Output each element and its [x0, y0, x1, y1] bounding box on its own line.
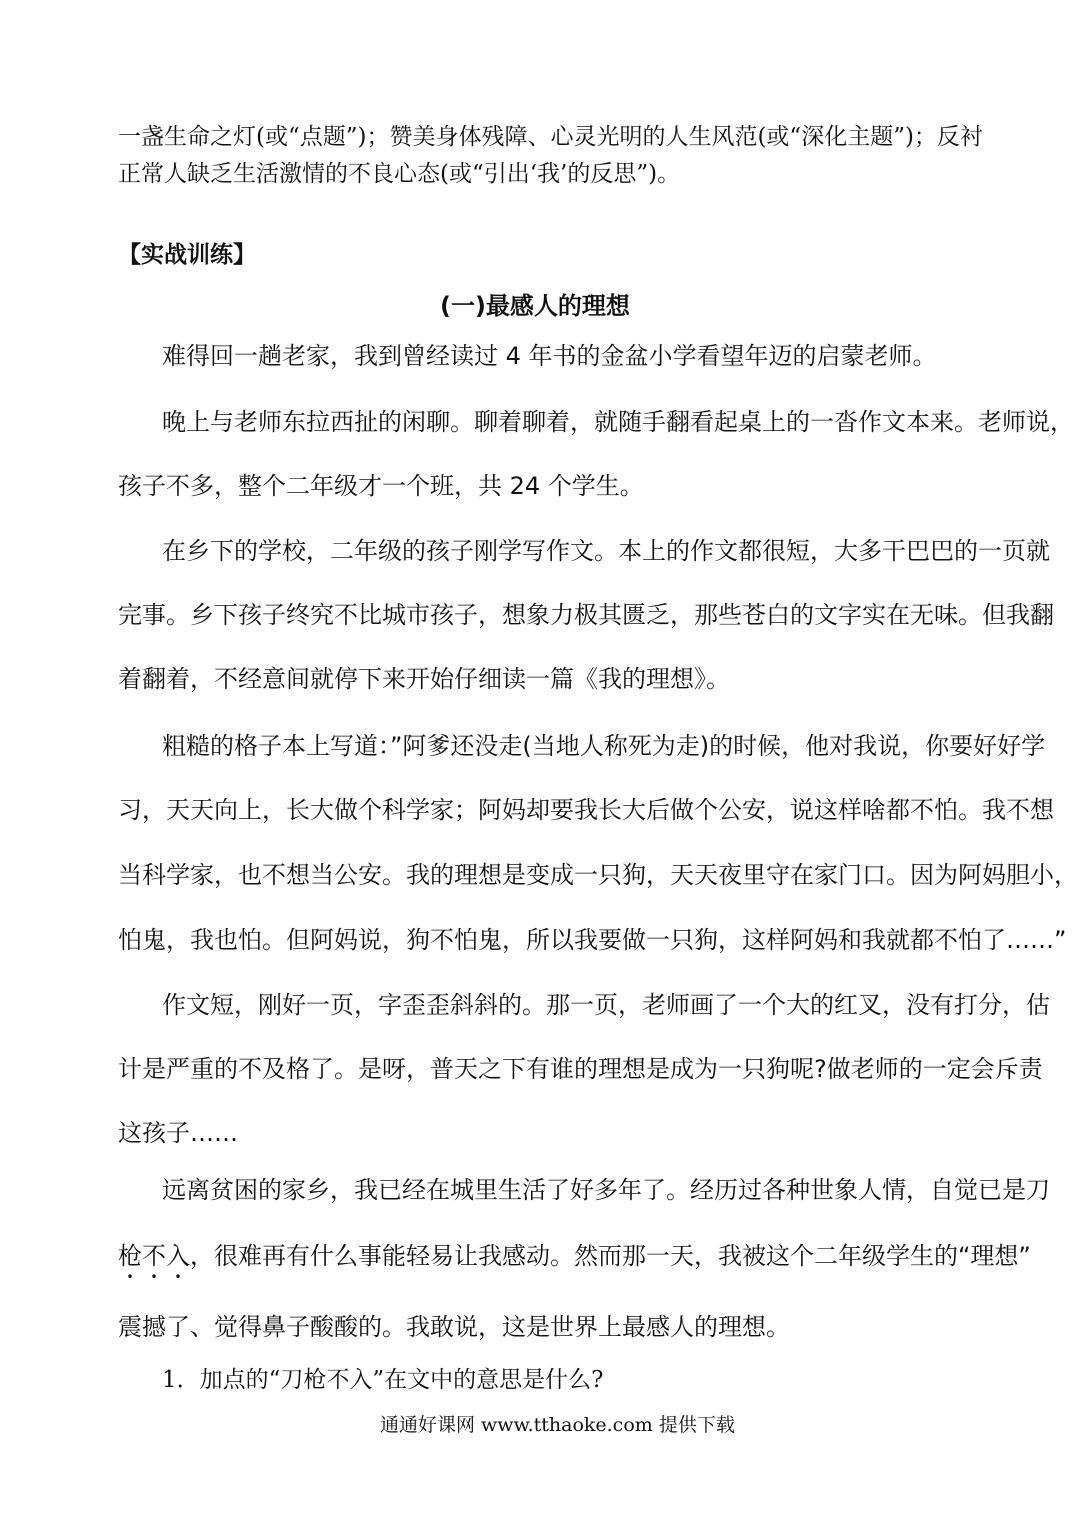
paragraph-1: 难得回一趟老家，我到曾经读过 4 年书的金盆小学看望年迈的启蒙老师。 — [162, 342, 937, 370]
paragraph-4-line-4: 怕鬼，我也怕。但阿妈说，狗不怕鬼，所以我要做一只狗，这样阿妈和我就都不怕了……” — [118, 926, 1067, 954]
intro-line-2: 正常人缺乏生活激情的不良心态(或“引出‘我’的反思”)。 — [118, 161, 681, 187]
section-heading: 【实战训练】 — [118, 241, 256, 268]
page-footer: 通通好课网 www.tthaoke.com 提供下载 — [380, 1414, 735, 1436]
paragraph-3-line-2: 完事。乡下孩子终究不比城市孩子，想象力极其匮乏，那些苍白的文字实在无味。但我翻 — [118, 601, 1054, 629]
paragraph-3-line-1: 在乡下的学校，二年级的孩子刚学写作文。本上的作文都很短，大多干巴巴的一页就 — [162, 537, 1050, 565]
paragraph-5-line-3: 这孩子…… — [118, 1119, 238, 1147]
question-1: 1．加点的“刀枪不入”在文中的意思是什么? — [162, 1367, 604, 1393]
paragraph-6-line-1: 远离贫困的家乡，我已经在城里生活了好多年了。经历过各种世象人情，自觉已是刀 — [162, 1176, 1050, 1204]
paragraph-2-line-1: 晚上与老师东拉西扯的闲聊。聊着聊着，就随手翻看起桌上的一沓作文本来。老师说， — [162, 408, 1074, 436]
paragraph-6-line-2-rest: ，很难再有什么事能轻易让我感动。然而那一天，我被这个二年级学生的“理想” — [190, 1242, 1031, 1270]
paragraph-2-line-2: 孩子不多，整个二年级才一个班，共 24 个学生。 — [118, 472, 644, 500]
intro-line-1: 一盏生命之灯(或“点题”)；赞美身体残障、心灵光明的人生风范(或“深化主题”)；反衬 — [118, 124, 983, 150]
paragraph-6-line-2 — [118, 1236, 1031, 1284]
paragraph-4-line-1: 粗糙的格子本上写道：”阿爹还没走(当地人称死为走)的时候，他对我说，你要好好学 — [162, 732, 1046, 760]
emphasized-phrase: 枪不入 — [118, 1242, 190, 1270]
article-title: (一)最感人的理想 — [440, 292, 630, 320]
paragraph-5-line-1: 作文短，刚好一页，字歪歪斜斜的。那一页，老师画了一个大的红叉，没有打分，估 — [162, 991, 1050, 1019]
paragraph-6-line-3: 震撼了、觉得鼻子酸酸的。我敢说，这是世界上最感人的理想。 — [118, 1313, 790, 1341]
paragraph-4-line-3: 当科学家，也不想当公安。我的理想是变成一只狗，天天夜里守在家门口。因为阿妈胆小， — [118, 861, 1078, 889]
paragraph-4-line-2: 习，天天向上，长大做个科学家；阿妈却要我长大后做个公安，说这样啥都不怕。我不想 — [118, 796, 1054, 824]
paragraph-3-line-3: 着翻着，不经意间就停下来开始仔细读一篇《我的理想》。 — [118, 665, 730, 693]
paragraph-5-line-2: 计是严重的不及格了。是呀，普天之下有谁的理想是成为一只狗呢?做老师的一定会斥责 — [118, 1055, 1043, 1083]
